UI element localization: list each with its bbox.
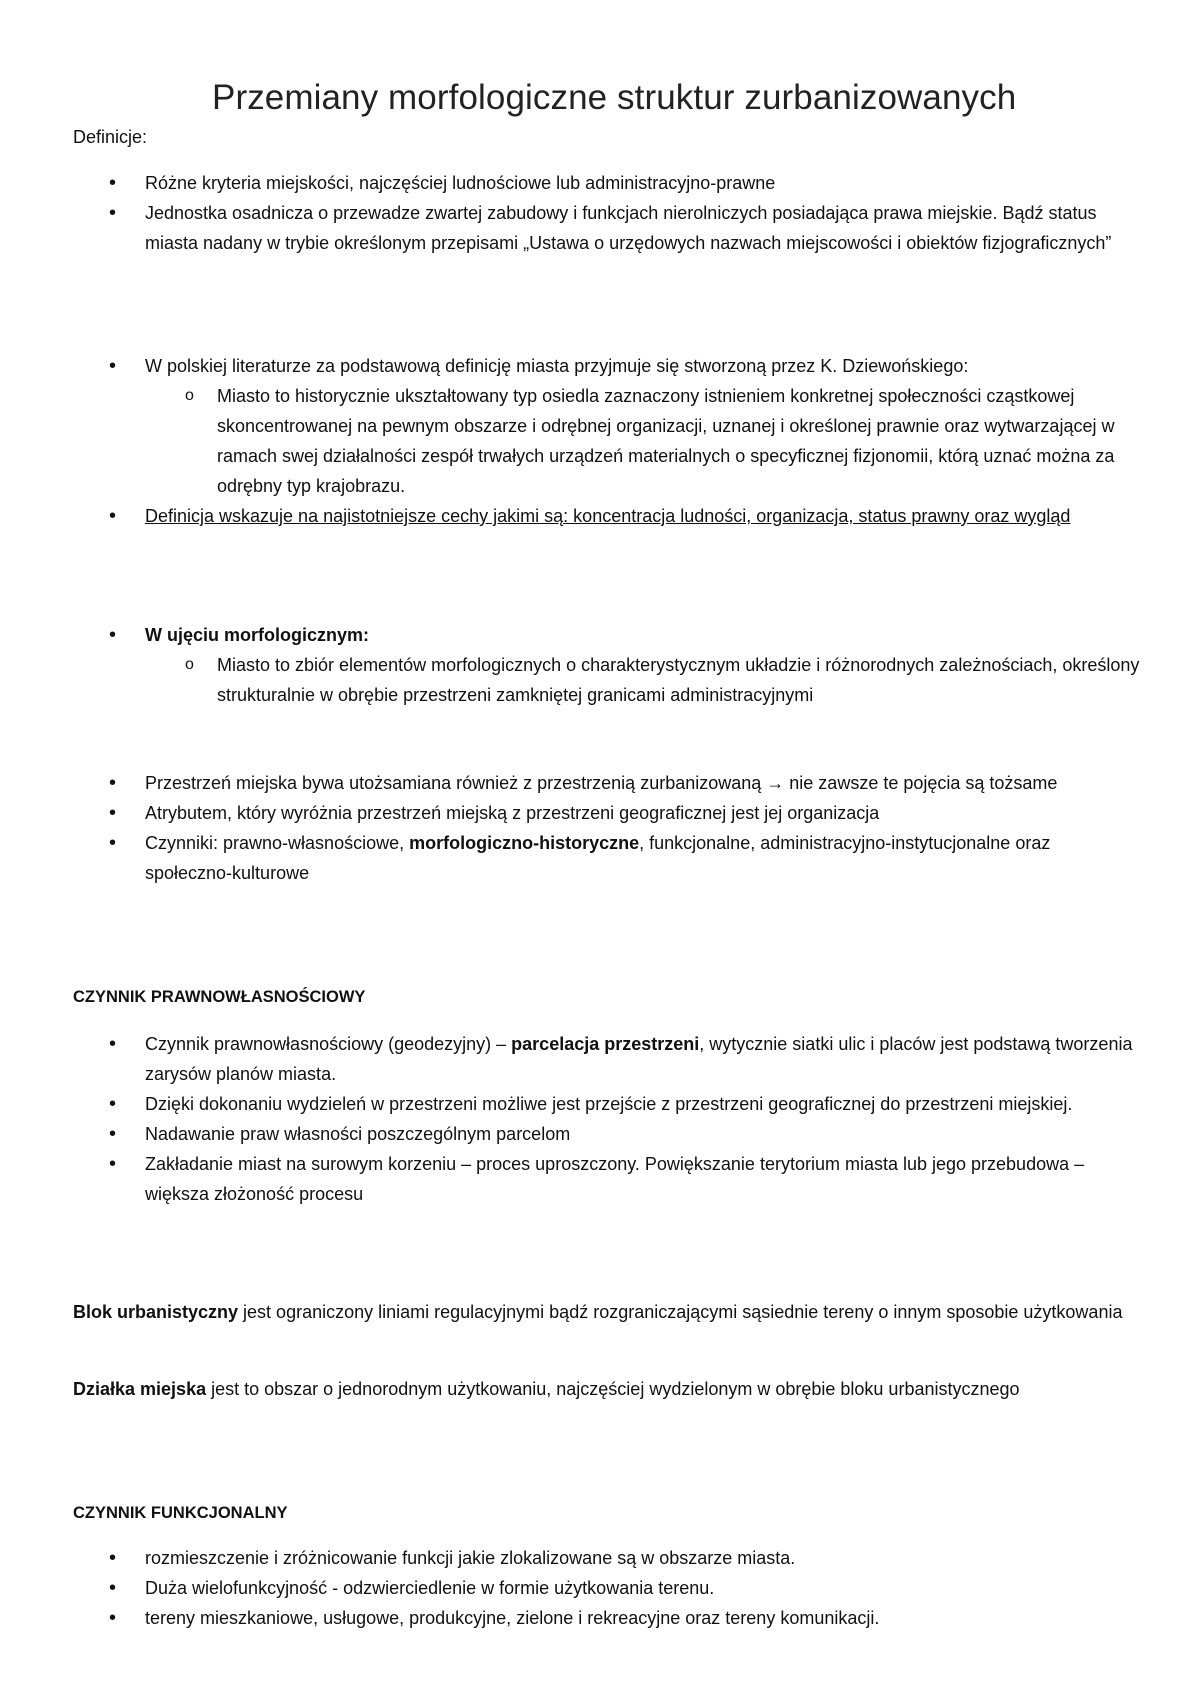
bold-term: Działka miejska [73, 1379, 207, 1399]
list-item [0, 501, 1135, 531]
bold-text: morfologiczno-historyczne [409, 833, 640, 853]
text-segment: Czynnik prawnowłasnościowy (geodezyjny) – [145, 1034, 512, 1054]
list-item: • Różne kryteria miejskości, najczęściej ludnościowe lub administracyjno-prawne [0, 168, 1135, 198]
paragraph-urban-plot [73, 1374, 1153, 1404]
paragraph-urban-block [73, 1297, 1153, 1327]
text-segment: jest to obszar o jednorodnym użytkowaniu, najczęściej wydzielonym w obrębie bloku urbanistycznego [206, 1379, 1020, 1399]
sub-list [145, 381, 1135, 501]
legal-ownership-list [0, 1029, 1135, 1209]
list-item: • Nadawanie praw własności poszczególnym parcelom [0, 1119, 1135, 1149]
sub-list-item: o Miasto to zbiór elementów morfologicznych o charakterystycznym układzie i różnorodnych zależnościach, określony strukturalnie w obrębie przestrzeni zamkniętej granicami administracyjnymi [145, 650, 1152, 710]
text-segment: jest ograniczony liniami regulacyjnymi bądź rozgraniczającymi sąsiednie tereny o innym sposobie użytkowania [238, 1302, 1123, 1322]
sub-list-item: o Miasto to historycznie ukształtowany typ osiedla zaznaczony istnieniem konkretnej społeczności cząstkowej skoncentrowanej na pewnym obszarze i odrębnej organizacji, uznanej i określonej prawnie oraz wytwarzającej w ramach swej działalności zespół trwałych urządzeń materialnych o specyficznej fizjonomii, którą uznać można za odrębny typ krajobrazu. [145, 381, 1152, 501]
sub-list [145, 650, 1140, 710]
list-item-heading: W ujęciu morfologicznym: [145, 625, 370, 645]
definitions-list [0, 168, 1135, 258]
literature-definition-list [0, 351, 1135, 531]
text-segment: , funkcjonalne, administracyjno-instytucjonalne oraz społeczno-kulturowe [145, 833, 1051, 883]
list-item: • tereny mieszkaniowe, usługowe, produkcyjne, zielone i rekreacyjne oraz tereny komunikacji. [0, 1603, 1135, 1633]
list-item-text: W polskiej literaturze za podstawową definicję miasta przyjmuje się stworzoną przez K. Dziewońskiego: [145, 356, 969, 376]
functional-list [0, 1543, 1135, 1633]
list-item: • Jednostka osadnicza o przewadze zwartej zabudowy i funkcjach nierolniczych posiadająca prawa miejskie. Bądź status miasta nadany w trybie określonym przepisami „Ustawa o urzędowych nazwach miejscowości i obiektów fizjograficznych” [0, 198, 1135, 258]
text-segment: Przestrzeń miejska bywa utożsamiana również z przestrzenią zurbanizowaną [145, 773, 767, 793]
text-segment: Czynniki: prawno-własnościowe, [145, 833, 410, 853]
list-item: • Duża wielofunkcyjność - odzwierciedlenie w formie użytkowania terenu. [0, 1573, 1135, 1603]
bold-text: parcelacja przestrzeni [511, 1034, 700, 1054]
list-item [0, 768, 1135, 798]
morphological-list [0, 620, 1140, 710]
document-title: Przemiany morfologiczne struktur zurbanizowanych [212, 78, 1017, 117]
text-segment: , wytycznie siatki ulic i placów jest podstawą tworzenia zarysów planów miasta. [145, 1034, 1133, 1084]
list-item [0, 351, 1135, 501]
list-item: • Atrybutem, który wyróżnia przestrzeń miejską z przestrzeni geograficznej jest jej organizacja [0, 798, 1135, 828]
section-heading-legal-ownership: CZYNNIK PRAWNOWŁASNOŚCIOWY [73, 988, 366, 1006]
list-item: • rozmieszczenie i zróżnicowanie funkcji jakie zlokalizowane są w obszarze miasta. [0, 1543, 1135, 1573]
section-heading-functional: CZYNNIK FUNKCJONALNY [73, 1504, 288, 1522]
list-item [0, 828, 1135, 888]
definitions-label: Definicje: [73, 127, 148, 147]
list-item [0, 1029, 1135, 1089]
urban-space-list [0, 768, 1135, 888]
arrow-right-icon: → [766, 773, 785, 793]
list-item: • Dzięki dokonaniu wydzieleń w przestrzeni możliwe jest przejście z przestrzeni geograficznej do przestrzeni miejskiej. [0, 1089, 1135, 1119]
list-item [0, 620, 1140, 710]
text-segment: nie zawsze te pojęcia są tożsame [784, 773, 1058, 793]
bold-term: Blok urbanistyczny [73, 1302, 239, 1322]
list-item: • Zakładanie miast na surowym korzeniu – proces uproszczony. Powiększanie terytorium miasta lub jego przebudowa – większa złożoność procesu [0, 1149, 1135, 1209]
underlined-statement: Definicja wskazuje na najistotniejsze cechy jakimi są: koncentracja ludności, organizacja, status prawny oraz wygląd [145, 506, 1071, 526]
